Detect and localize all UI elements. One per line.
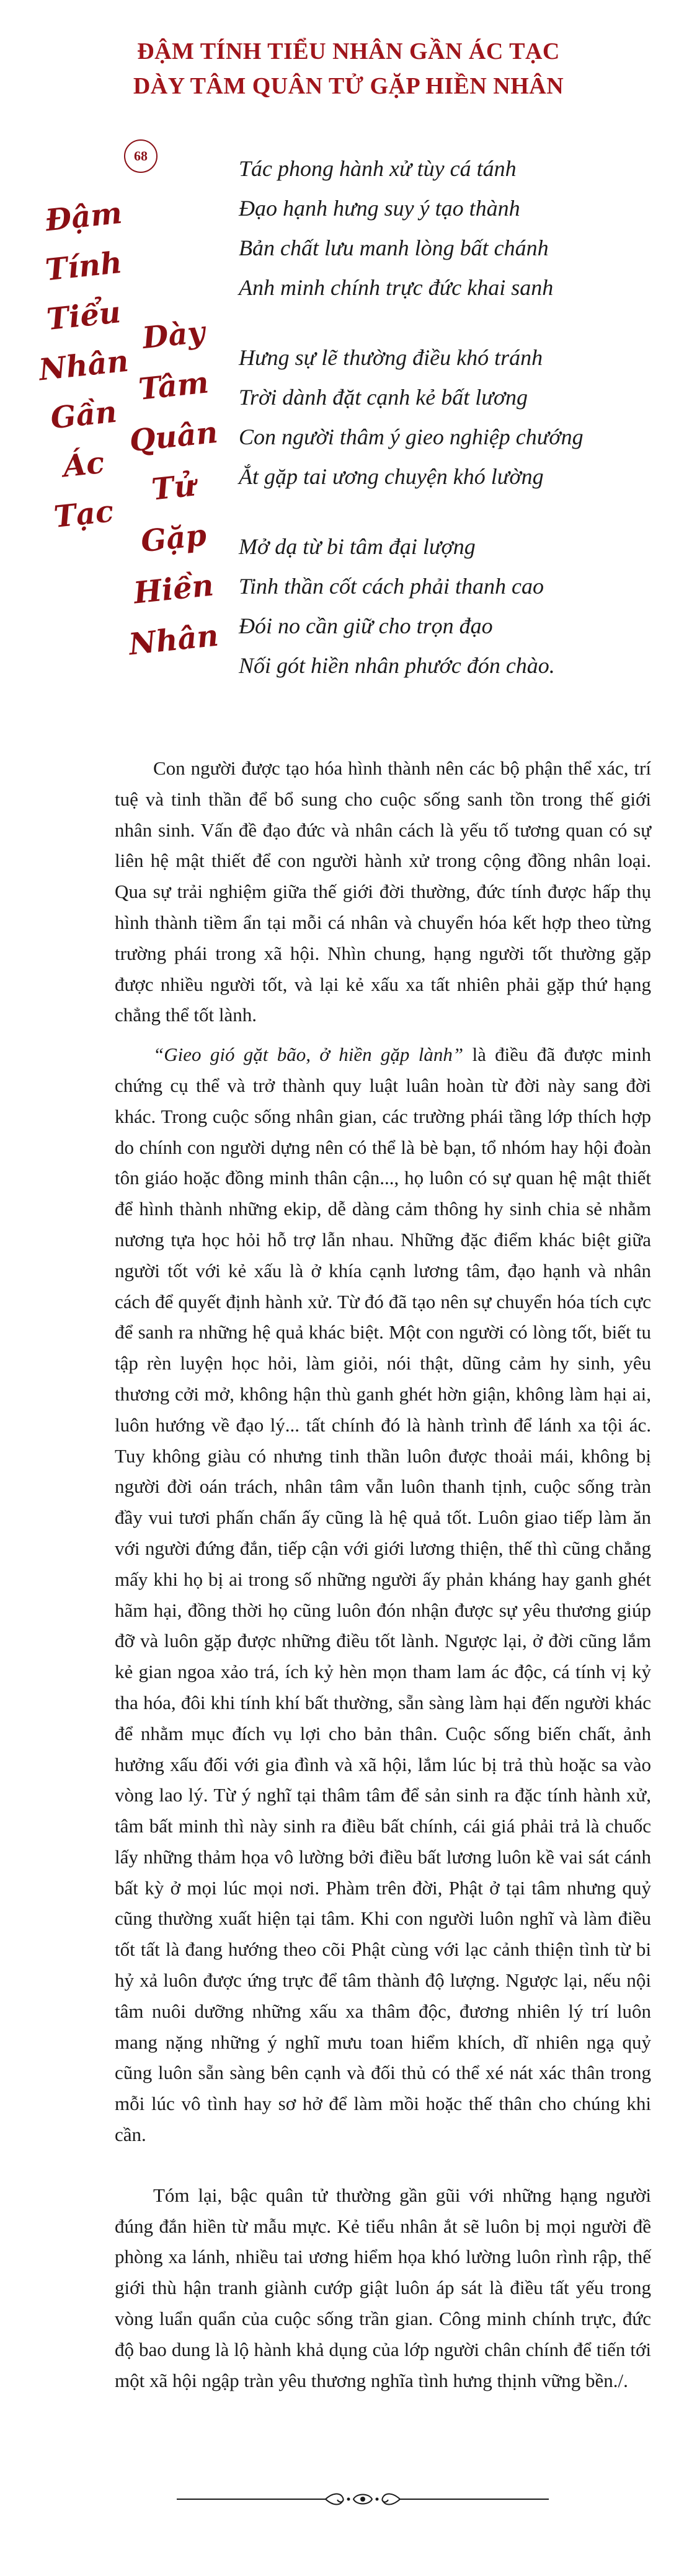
calligraphy-word: Tâm: [136, 365, 211, 407]
poem-line: Trời dành đặt cạnh kẻ bất lương: [239, 385, 528, 410]
proverb-quote: “Gieo gió gặt bão, ở hiền gặp lành”: [153, 1044, 464, 1066]
poem-line: Hưng sự lẽ thường điều khó tránh: [239, 345, 543, 370]
title-line-1: ĐẬM TÍNH TIỂU NHÂN GẦN ÁC TẠC: [137, 38, 560, 64]
poem: [239, 149, 673, 716]
calligraphy-word: Nhân: [37, 343, 130, 388]
poem-stanza-3: [239, 527, 673, 685]
calligraphy-word: Tính: [43, 245, 124, 288]
poem-line: Anh minh chính trực đức khai sanh: [239, 275, 554, 300]
calligraphy-word: Ác: [61, 445, 106, 485]
poem-line: Đạo hạnh hưng suy ý tạo thành: [239, 196, 520, 221]
calligraphy-column-1: [37, 192, 130, 539]
poem-line: Mở dạ từ bi tâm đại lượng: [239, 534, 476, 559]
calligraphy-word: Nhân: [127, 618, 220, 662]
title-line-2: DÀY TÂM QUÂN TỬ GẶP HIỀN NHÂN: [133, 73, 564, 99]
poem-line: Ắt gặp tai ương chuyện khó lường: [239, 464, 544, 489]
calligraphy-word: Hiền: [131, 568, 216, 611]
calligraphy-word: Đậm: [43, 195, 124, 239]
poem-line: Tác phong hành xử tùy cá tánh: [239, 156, 517, 181]
paragraph-2-text: là điều đã được minh chứng cụ thể và trở thành quy luật luân hoàn từ đời này sang đời khác. Trong cuộc sống nhân gian, các trường phái tầng lớp thích hợp do chính con người dựng nên có thể là bè bạn, tổ nhóm hay hội đoàn tôn giáo hoặc đồng minh thân cận..., họ luôn có sự quan hệ mật thiết để hình thành những ekip, dễ dàng cảm thông hy sinh chia sẻ nhằm nương tựa học hỏi hỗ trợ lẫn nhau. Những đặc điểm khác biệt giữa người tốt với kẻ xấu là ở khía cạnh lương tâm, đạo hạnh và nhân cách để quyết định hành xử. Từ đó đã tạo nên sự chuyển hóa tích cực để sanh ra những hệ quả khác biệt. Một con người có lòng tốt, biết tu tập rèn luyện học hỏi, làm giỏi, nói thật, dũng cảm hy sinh, yêu thương cởi mở, không hận thù ganh ghét hờn giận, không làm hại ai, luôn hướng về đạo lý... tất chính đó là hành trình để lánh xa tội ác. Tuy không giàu có nhưng tinh thần luôn được thoải mái, không bị người đời oán trách, nhân tâm vẫn luôn thanh tịnh, cuộc sống tràn đầy vui tươi phấn chấn ấy cũng là hệ quả tốt. Luôn giao tiếp làm ăn với người đứng đắn, tiếp cận với giới lương thiện, thế thì cũng chẳng mấy khi họ bị ai trong số những người ấy phản kháng hay ganh ghét hãm hại, đồng thời họ cũng luôn đón nhận được sự yêu thương giúp đỡ và luôn gặp được những điều tốt lành. Ngược lại, ở đời cũng lắm kẻ gian ngoa xảo trá, ích kỷ hèn mọn tham lam ác độc, cá tính vị kỷ tha hóa, đôi khi tính khí bất thường, sẵn sàng làm hại đến người khác để nhằm mục đích vụ lợi cho bản thân. Cuộc sống biến chất, ảnh hưởng xấu đối với gia đình và xã hội, lắm lúc bị trả thù hoặc sa vào vòng lao lý. Từ ý nghĩ tại thâm tâm để sản sinh ra đặc tính hành xử, tâm bất minh thì này sinh ra điều bất chính, cái giá phải trả là chuốc lấy những thảm họa vô lường bởi điều bất lương luôn kề vai sát cánh bất kỳ ở mọi lúc mọi nơi. Phàm trên đời, Phật ở tại tâm nhưng quỷ cũng thường xuất hiện tại tâm. Khi con người luôn nghĩ và làm điều tốt tất là đang hướng theo cõi Phật cùng với lạc cảnh thiện tình từ bi hỷ xả luôn được ứng trực để tâm thành độ lượng. Ngược lại, nếu nội tâm nuôi dưỡng những xấu xa thâm độc, đương nhiên lý trí luôn mang nặng những ý nghĩ mưu toan hiểm khích, dĩ nhiên ngạ quỷ cũng luôn sẵn sàng bên cạnh và đối thủ có thể xé nát xác thân trong mỗi lúc vô tình hay sơ hở để làm mồi hoặc thế thân cho chúng khi cần.: [115, 1044, 652, 2146]
paragraph-2: [115, 1039, 651, 2150]
calligraphy-word: Tiểu: [45, 294, 123, 338]
poem-number-badge: 68: [124, 139, 158, 173]
calligraphy-column-2: [127, 310, 220, 666]
poem-stanza-1: [239, 149, 673, 307]
poem-line: Bản chất lưu manh lòng bất chánh: [239, 235, 549, 260]
poem-line: Con người thâm ý gieo nghiệp chướng: [239, 424, 584, 449]
body-text: [115, 753, 651, 2396]
calligraphy-word: Tử: [149, 468, 198, 508]
calligraphy-word: Dày: [141, 314, 206, 356]
calligraphy-word: Gặp: [139, 517, 208, 560]
ornament-divider-icon: [177, 2490, 549, 2508]
poem-line: Tinh thần cốt cách phải thanh cao: [239, 574, 544, 599]
poem-line: Đói no cần giữ cho trọn đạo: [239, 613, 493, 638]
poem-line: Nối gót hiền nhân phước đón chào.: [239, 653, 555, 678]
calligraphy-word: Tạc: [52, 494, 115, 535]
calligraphy-word: Quân: [128, 415, 220, 459]
poem-stanza-2: [239, 338, 673, 496]
paragraph-1: Con người được tạo hóa hình thành nên các bộ phận thể xác, trí tuệ và tinh thần để bổ sung cho cuộc sống sanh tồn trong thế giới nhân sinh. Vấn đề đạo đức và nhân cách là yếu tố tương quan có sự liên hệ mật thiết để con người hành xử trong cộng đồng nhân loại. Qua sự trải nghiệm giữa thế giới đời thường, đức tính được hấp thụ hình thành tiềm ẩn tại mỗi cá nhân và chuyển hóa kết hợp theo từng trường phái trong xã hội. Nhìn chung, hạng người tốt thường gặp được nhiều người tốt, và lại kẻ xấu xa tất nhiên phải gặp thứ hạng chẳng thể tốt lành.: [115, 757, 651, 1026]
calligraphy-word: Gần: [48, 394, 119, 436]
page-title: [0, 34, 697, 103]
paragraph-3: Tóm lại, bậc quân tử thường gần gũi với những hạng người đúng đắn hiền từ mẫu mực. Kẻ tiểu nhân ắt sẽ luôn bị mọi người đề phòng xa lánh, nhiều tai ương hiểm họa khó lường luôn rình rập, thế giới thù hận tranh giành cướp giật luôn áp sát là điều tất yếu trong vòng luẩn quẩn của cuộc sống trần gian. Công minh chính trực, đức độ bao dung là lộ hành khả dụng của lớp người chân chính để tiến tới một xã hội ngập tràn yêu thương nghĩa tình hưng thịnh vững bền./.: [115, 2184, 651, 2391]
